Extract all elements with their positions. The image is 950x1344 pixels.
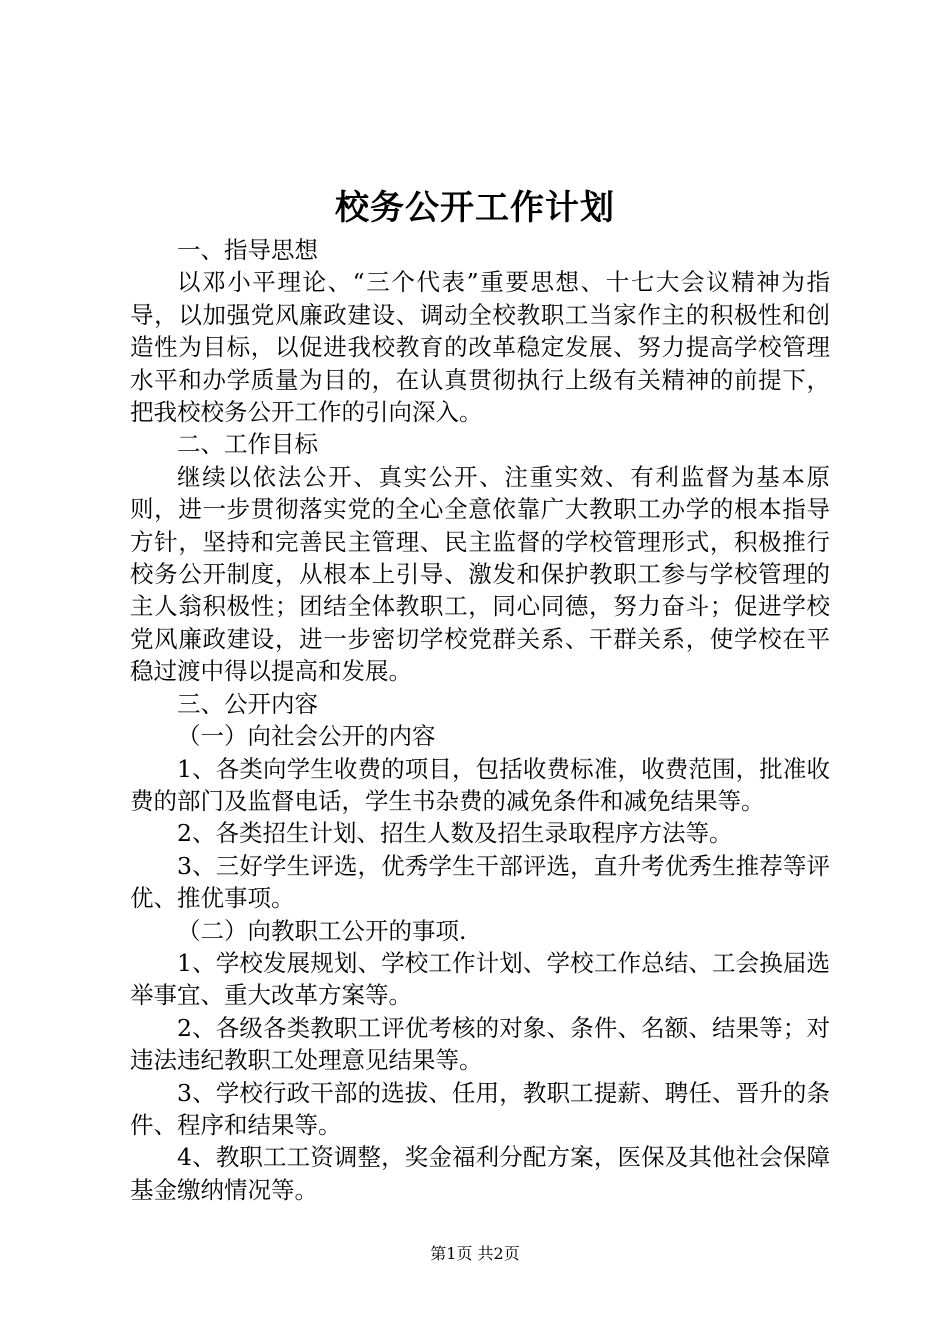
list-item: 4、教职工工资调整，奖金福利分配方案，医保及其他社会保障基金缴纳情况等。 [130, 1143, 830, 1204]
section-heading-disclosure-content: 三、公开内容 [177, 689, 318, 718]
page-number-footer: 第1页 共2页 [430, 1244, 520, 1263]
section-heading-work-goals: 二、工作目标 [177, 430, 318, 459]
paragraph-work-goals: 继续以依法公开、真实公开、注重实效、有利监督为基本原则，进一步贯彻落实党的全心全意依靠广大教职工办学的根本指导方针，坚持和完善民主管理、民主监督的学校管理形式，积极推行校务公开制度，从根本上引导、激发和保护教职工参与学校管理的主人翁积极性；团结全体教职工，同心同德，努力奋斗；促进学校党风廉政建设，进一步密切学校党群关系、干群关系，使学校在平稳过渡中得以提高和发展。 [130, 462, 830, 686]
list-item: 3、三好学生评选，优秀学生干部评选，直升考优秀生推荐等评优、推优事项。 [130, 851, 830, 913]
page-title: 校务公开工作计划 [335, 188, 615, 228]
subsection-heading-staff: （二）向教职工公开的事项. [177, 916, 467, 945]
paragraph-guiding-ideology: 以邓小平理论、“三个代表”重要思想、十七大会议精神为指导，以加强党风廉政建设、调动全校教职工当家作主的积极性和创造性为目标，以促进我校教育的改革稳定发展、努力提高学校管理水平和办学质量为目的，在认真贯彻执行上级有关精神的前提下，把我校校务公开工作的引向深入。 [130, 268, 830, 427]
list-item: 1、各类向学生收费的项目，包括收费标准，收费范围，批准收费的部门及监督电话，学生书杂费的减免条件和减免结果等。 [130, 754, 830, 815]
list-item: 1、学校发展规划、学校工作计划、学校工作总结、工会换届选举事宜、重大改革方案等。 [130, 948, 830, 1010]
section-heading-guiding-ideology: 一、指导思想 [177, 236, 318, 264]
subsection-heading-public: （一）向社会公开的内容 [177, 722, 436, 751]
list-item: 3、学校行政干部的选拔、任用，教职工提薪、聘任、晋升的条件、程序和结果等。 [130, 1078, 830, 1139]
list-item: 2、各级各类教职工评优考核的对象、条件、名额、结果等；对违法违纪教职工处理意见结果等。 [130, 1013, 830, 1075]
document-body [130, 234, 830, 1206]
list-item: 2、各类招生计划、招生人数及招生录取程序方法等。 [177, 819, 733, 848]
